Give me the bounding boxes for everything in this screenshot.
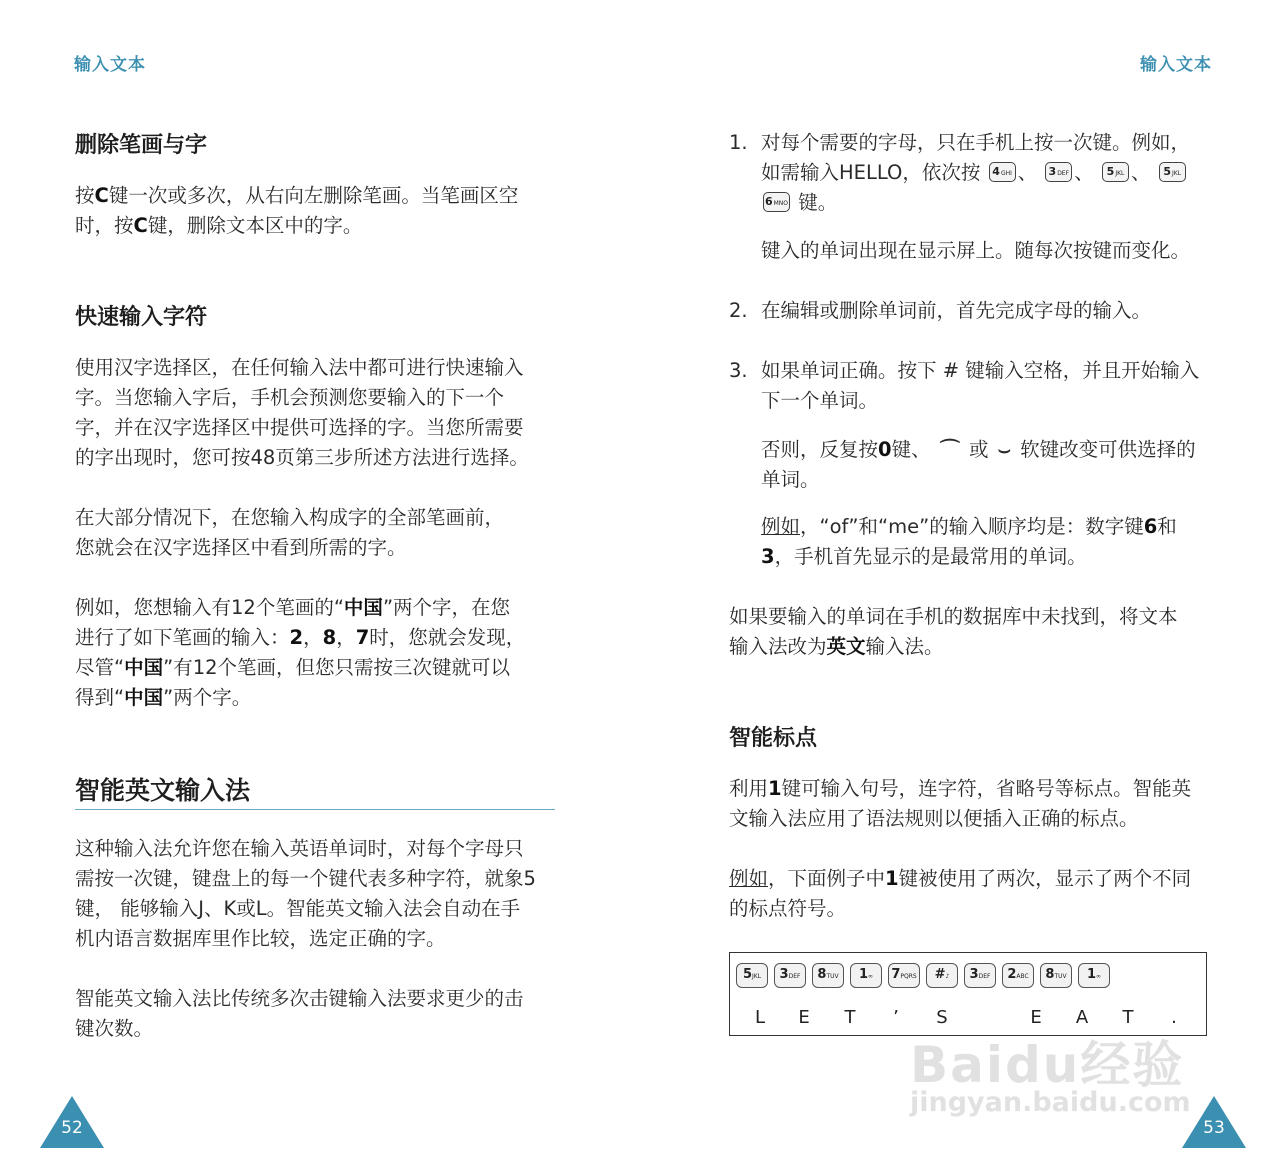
output-letter: S xyxy=(936,1007,948,1028)
watermark-url: jingyan.baidu.com xyxy=(910,1087,1191,1118)
key-6-icon: 6MNO xyxy=(763,192,790,212)
heading-rule xyxy=(75,809,555,810)
output-letter: T xyxy=(844,1007,856,1028)
output-letter: T xyxy=(1122,1007,1134,1028)
key-8-icon: 8TUV xyxy=(812,963,844,988)
output-letter: . xyxy=(1171,1007,1177,1028)
paragraph-smart-english-1: 这种输入法允许您在输入英语单词时，对每个字母只 需按一次键，键盘上的每一个键代表多种字符，就象5 键， 能够输入J、K或L。智能英文输入法会自动在手 机内语言数据库里作比较，选定正确的字。 xyxy=(75,837,536,950)
step-3-example: 例如，“of”和“me”的输入顺序均是：数字键6和 3，手机首先显示的是最常用的单词。 xyxy=(761,515,1177,568)
key-5-icon: 5JKL xyxy=(1159,162,1186,182)
running-header-right: 输入文本 xyxy=(1140,55,1212,75)
output-letter: E xyxy=(798,1007,810,1028)
key-sequence xyxy=(736,963,1110,988)
key-2-icon: 2ABC xyxy=(1002,963,1034,988)
paragraph-punctuation-example: 例如，下面例子中1键被使用了两次，显示了两个不同 的标点符号。 xyxy=(729,867,1192,920)
paragraph-quick-input-1: 使用汉字选择区，在任何输入法中都可进行快速输入 字。当您输入字后，手机会预测您要输入的下一个 字，并在汉字选择区中提供可选择的字。当您所需要 的字出现时，您可按48页第三步所述方法进行选择。 xyxy=(75,356,529,469)
key-5-icon: 5JKL xyxy=(736,963,768,988)
output-letter: L xyxy=(754,1007,766,1028)
heading-smart-english: 智能英文输入法 xyxy=(75,776,251,805)
paragraph-smart-punctuation: 利用1键可输入句号，连字符，省略号等标点。智能英 文输入法应用了语法规则以便插入正确的标点。 xyxy=(729,777,1192,830)
step-2-number: 2. xyxy=(729,299,748,322)
output-letter: A xyxy=(1075,1007,1089,1028)
step-1-note: 键入的单词出现在显示屏上。随每次按键而变化。 xyxy=(761,239,1191,262)
paragraph-quick-input-2: 在大部分情况下，在您输入构成字的全部笔画前， 您就会在汉字选择区中看到所需的字。 xyxy=(75,506,505,559)
paragraph-smart-english-2: 智能英文输入法比传统多次击键输入法要求更少的击 键次数。 xyxy=(75,987,524,1040)
left-soft-key-icon: ⌒ xyxy=(939,437,960,461)
step-3-number: 3. xyxy=(729,359,748,382)
step-3-text: 如果单词正确。按下 # 键输入空格，并且开始输入 下一个单词。 xyxy=(761,359,1200,412)
punctuation-example-box xyxy=(729,952,1207,1036)
key-3-icon: 3DEF xyxy=(964,963,996,988)
baidu-watermark xyxy=(910,1025,1210,1125)
key-1-icon: 1∞ xyxy=(1078,963,1110,988)
heading-quick-input: 快速输入字符 xyxy=(75,305,208,330)
step-1-number: 1. xyxy=(729,131,748,154)
paragraph-quick-input-example: 例如，您想输入有12个笔画的“中国”两个字，在您 进行了如下笔画的输入：2，8，7时，您就会发现， 尽管“中国”有12个笔画，但您只需按三次键就可以 得到“中国”两个字。 xyxy=(75,596,526,709)
step-1-text: 对每个需要的字母，只在手机上按一次键。例如， 如需输入HELLO，依次按 4GHI 、 3DEF 、 5JKL 、 5JKL 6MNO 键。 xyxy=(761,131,1191,214)
output-letter: E xyxy=(1030,1007,1042,1028)
key-7-icon: 7PQRS xyxy=(888,963,920,988)
watermark-brand: Baidu经验 xyxy=(910,1036,1185,1094)
paragraph-delete-strokes: 按C键一次或多次，从右向左删除笔画。当笔画区空 时，按C键，删除文本区中的字。 xyxy=(75,184,519,237)
right-soft-key-icon: ⌣ xyxy=(997,437,1011,461)
page-number-left: 52 xyxy=(61,1118,83,1138)
heading-smart-punctuation: 智能标点 xyxy=(729,726,818,751)
key-4-icon: 4GHI xyxy=(989,162,1016,182)
page-number-right: 53 xyxy=(1203,1118,1225,1138)
key-8-icon: 8TUV xyxy=(1040,963,1072,988)
step-3-otherwise: 否则，反复按0键、 ⌒ 或 ⌣ 软键改变可供选择的 单词。 xyxy=(761,434,1196,495)
key-5-icon: 5JKL xyxy=(1102,162,1129,182)
paragraph-not-found: 如果要输入的单词在手机的数据库中未找到，将文本 输入法改为英文输入法。 xyxy=(729,605,1178,658)
key-3-icon: 3DEF xyxy=(1045,162,1072,182)
key-hash-icon: #♪ xyxy=(926,963,958,988)
key-3-icon: 3DEF xyxy=(774,963,806,988)
step-2-text: 在编辑或删除单词前，首先完成字母的输入。 xyxy=(761,299,1152,322)
key-1-icon: 1∞ xyxy=(850,963,882,988)
output-letter: ’ xyxy=(893,1007,899,1028)
heading-delete-strokes: 删除笔画与字 xyxy=(75,133,208,158)
running-header-left: 输入文本 xyxy=(74,55,146,75)
